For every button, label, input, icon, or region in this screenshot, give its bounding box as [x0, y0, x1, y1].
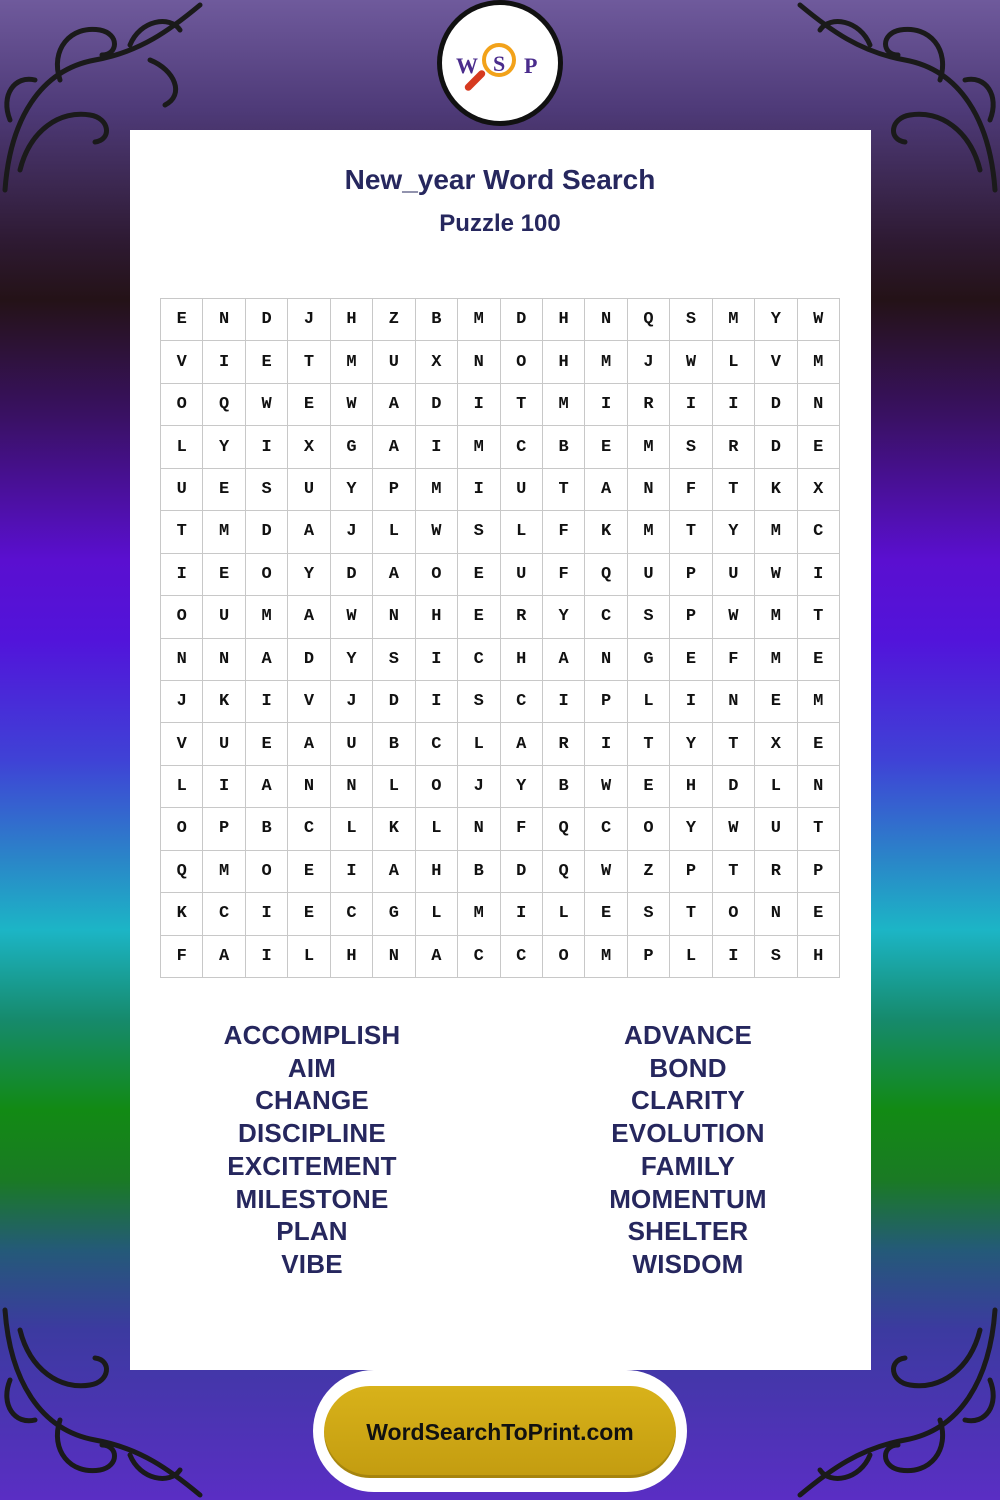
grid-cell[interactable]: N — [585, 299, 627, 341]
logo-letter: W — [456, 53, 478, 78]
grid-cell[interactable]: L — [288, 936, 330, 978]
grid-cell[interactable]: B — [416, 299, 458, 341]
grid-cell[interactable]: H — [331, 299, 373, 341]
grid-cell[interactable]: D — [501, 851, 543, 893]
word-list-item: FAMILY — [640, 1150, 736, 1181]
grid-cell[interactable]: M — [755, 639, 797, 681]
grid-cell[interactable]: I — [458, 469, 500, 511]
grid-cell[interactable]: U — [288, 469, 330, 511]
grid-cell[interactable]: E — [585, 893, 627, 935]
word-list-item: VIBE — [281, 1248, 343, 1279]
grid-cell[interactable]: H — [416, 596, 458, 638]
grid-cell[interactable]: E — [288, 851, 330, 893]
grid-cell[interactable]: N — [713, 681, 755, 723]
grid-cell[interactable]: E — [161, 299, 203, 341]
grid-cell[interactable]: S — [670, 426, 712, 468]
grid-cell[interactable]: M — [628, 426, 670, 468]
grid-cell[interactable]: M — [203, 511, 245, 553]
grid-cell[interactable]: E — [203, 554, 245, 596]
grid-cell[interactable]: O — [713, 893, 755, 935]
grid-cell[interactable]: D — [373, 681, 415, 723]
grid-cell[interactable]: I — [670, 681, 712, 723]
grid-cell[interactable]: N — [373, 936, 415, 978]
grid-cell[interactable]: E — [628, 766, 670, 808]
grid-cell[interactable]: O — [246, 851, 288, 893]
grid-cell[interactable]: M — [416, 469, 458, 511]
grid-cell[interactable]: S — [670, 299, 712, 341]
grid-cell[interactable]: E — [798, 723, 840, 765]
grid-cell[interactable]: I — [670, 384, 712, 426]
grid-cell[interactable]: Y — [501, 766, 543, 808]
grid-cell[interactable]: D — [288, 639, 330, 681]
grid-cell[interactable]: U — [373, 341, 415, 383]
grid-cell[interactable]: N — [585, 639, 627, 681]
grid-cell[interactable]: Q — [543, 851, 585, 893]
grid-cell[interactable]: N — [203, 299, 245, 341]
grid-cell[interactable]: Q — [161, 851, 203, 893]
grid-cell[interactable]: O — [161, 808, 203, 850]
grid-cell[interactable]: S — [458, 681, 500, 723]
grid-cell[interactable]: L — [161, 426, 203, 468]
grid-cell[interactable]: S — [628, 596, 670, 638]
word-list-item: PLAN — [276, 1216, 348, 1247]
grid-cell[interactable]: M — [713, 299, 755, 341]
grid-cell[interactable]: M — [543, 384, 585, 426]
grid-cell[interactable]: H — [331, 936, 373, 978]
grid-cell[interactable]: D — [713, 766, 755, 808]
grid-cell[interactable]: M — [203, 851, 245, 893]
grid-cell[interactable]: O — [246, 554, 288, 596]
puzzle-number: Puzzle 100 — [439, 210, 561, 237]
grid-cell[interactable]: L — [501, 511, 543, 553]
grid-cell[interactable]: I — [543, 681, 585, 723]
grid-cell[interactable]: S — [628, 893, 670, 935]
grid-cell[interactable]: K — [373, 808, 415, 850]
grid-cell[interactable]: C — [458, 936, 500, 978]
grid-cell[interactable]: D — [246, 511, 288, 553]
grid-cell[interactable]: L — [670, 936, 712, 978]
letter-grid — [160, 298, 840, 978]
grid-cell[interactable]: N — [373, 596, 415, 638]
grid-cell[interactable]: S — [458, 511, 500, 553]
grid-cell[interactable]: T — [670, 893, 712, 935]
logo-letter: S — [493, 51, 506, 76]
grid-cell[interactable]: P — [670, 851, 712, 893]
grid-cell[interactable]: V — [288, 681, 330, 723]
grid-cell[interactable]: K — [161, 893, 203, 935]
grid-cell[interactable]: M — [585, 936, 627, 978]
grid-cell[interactable]: E — [798, 893, 840, 935]
grid-cell[interactable]: T — [543, 469, 585, 511]
grid-cell[interactable]: T — [713, 851, 755, 893]
grid-cell[interactable]: Z — [628, 851, 670, 893]
grid-cell[interactable]: L — [331, 808, 373, 850]
grid-cell[interactable]: M — [585, 341, 627, 383]
grid-cell[interactable]: C — [501, 426, 543, 468]
word-list-item: EXCITEMENT — [227, 1150, 397, 1181]
grid-cell[interactable]: O — [501, 341, 543, 383]
grid-cell[interactable]: M — [331, 341, 373, 383]
grid-cell[interactable]: C — [585, 596, 627, 638]
grid-cell[interactable]: M — [755, 511, 797, 553]
grid-cell[interactable]: A — [203, 936, 245, 978]
grid-cell[interactable]: S — [246, 469, 288, 511]
grid-cell[interactable]: E — [458, 554, 500, 596]
grid-cell[interactable]: A — [373, 554, 415, 596]
grid-cell[interactable]: J — [458, 766, 500, 808]
grid-cell[interactable]: W — [331, 384, 373, 426]
grid-cell[interactable]: I — [798, 554, 840, 596]
grid-cell[interactable]: U — [501, 469, 543, 511]
grid-cell[interactable]: X — [288, 426, 330, 468]
grid-cell[interactable]: W — [416, 511, 458, 553]
grid-cell[interactable]: L — [373, 766, 415, 808]
grid-cell[interactable]: I — [203, 766, 245, 808]
grid-cell[interactable]: D — [755, 426, 797, 468]
grid-cell[interactable]: W — [755, 554, 797, 596]
grid-cell[interactable]: F — [543, 511, 585, 553]
grid-cell[interactable]: H — [543, 299, 585, 341]
grid-cell[interactable]: V — [755, 341, 797, 383]
grid-cell[interactable]: B — [543, 766, 585, 808]
grid-cell[interactable]: I — [585, 384, 627, 426]
grid-cell[interactable]: N — [288, 766, 330, 808]
puzzle-title: New_year Word Search — [344, 164, 656, 195]
grid-cell[interactable]: M — [755, 596, 797, 638]
grid-cell[interactable]: Q — [543, 808, 585, 850]
grid-cell[interactable]: F — [501, 808, 543, 850]
grid-cell[interactable]: M — [246, 596, 288, 638]
grid-cell[interactable]: M — [628, 511, 670, 553]
grid-cell[interactable]: L — [458, 723, 500, 765]
grid-cell[interactable]: A — [288, 596, 330, 638]
grid-cell[interactable]: G — [373, 893, 415, 935]
grid-cell[interactable]: X — [798, 469, 840, 511]
grid-cell[interactable]: M — [458, 299, 500, 341]
grid-cell[interactable]: S — [373, 639, 415, 681]
grid-cell[interactable]: Y — [331, 639, 373, 681]
grid-cell[interactable]: Y — [288, 554, 330, 596]
word-list-item: WISDOM — [632, 1248, 744, 1279]
grid-cell[interactable]: V — [161, 341, 203, 383]
grid-cell[interactable]: U — [331, 723, 373, 765]
grid-cell[interactable]: K — [755, 469, 797, 511]
grid-cell[interactable]: C — [501, 681, 543, 723]
grid-cell[interactable]: U — [203, 723, 245, 765]
grid-cell[interactable]: D — [501, 299, 543, 341]
grid-cell[interactable]: U — [161, 469, 203, 511]
grid-cell[interactable]: F — [543, 554, 585, 596]
grid-cell[interactable]: P — [670, 554, 712, 596]
grid-cell[interactable]: J — [331, 511, 373, 553]
grid-cell[interactable]: K — [203, 681, 245, 723]
grid-cell[interactable]: L — [755, 766, 797, 808]
word-list-item: ACCOMPLISH — [223, 1020, 401, 1050]
grid-cell[interactable]: A — [501, 723, 543, 765]
grid-cell[interactable]: R — [755, 851, 797, 893]
grid-cell[interactable]: I — [331, 851, 373, 893]
grid-cell[interactable]: H — [798, 936, 840, 978]
grid-cell[interactable]: X — [416, 341, 458, 383]
grid-cell[interactable]: N — [798, 766, 840, 808]
grid-cell[interactable]: Y — [203, 426, 245, 468]
grid-cell[interactable]: E — [755, 681, 797, 723]
word-list-item: MILESTONE — [235, 1183, 389, 1214]
grid-cell[interactable]: J — [628, 341, 670, 383]
grid-cell[interactable]: P — [798, 851, 840, 893]
grid-cell[interactable]: D — [246, 299, 288, 341]
grid-cell[interactable]: Y — [670, 808, 712, 850]
logo-badge — [442, 5, 558, 121]
grid-cell[interactable]: E — [798, 426, 840, 468]
word-list-item: DISCIPLINE — [238, 1118, 386, 1149]
grid-cell[interactable]: W — [331, 596, 373, 638]
grid-cell[interactable]: M — [798, 341, 840, 383]
grid-cell[interactable]: N — [161, 639, 203, 681]
grid-cell[interactable]: U — [501, 554, 543, 596]
grid-cell[interactable]: H — [543, 341, 585, 383]
grid-cell[interactable]: H — [416, 851, 458, 893]
grid-cell[interactable]: A — [288, 511, 330, 553]
grid-cell[interactable]: M — [798, 681, 840, 723]
grid-cell[interactable]: I — [203, 341, 245, 383]
grid-cell[interactable]: L — [628, 681, 670, 723]
grid-cell[interactable]: O — [161, 384, 203, 426]
grid-cell[interactable]: W — [585, 766, 627, 808]
word-list-item: CHANGE — [255, 1085, 369, 1116]
grid-cell[interactable]: C — [458, 639, 500, 681]
grid-cell[interactable]: T — [628, 723, 670, 765]
grid-cell[interactable]: C — [331, 893, 373, 935]
grid-cell[interactable]: W — [670, 341, 712, 383]
word-list-item: ADVANCE — [623, 1020, 753, 1050]
word-list-item: MOMENTUM — [609, 1183, 767, 1214]
grid-cell[interactable]: H — [501, 639, 543, 681]
grid-cell[interactable]: I — [246, 426, 288, 468]
grid-cell[interactable]: C — [416, 723, 458, 765]
grid-cell[interactable]: U — [203, 596, 245, 638]
grid-cell[interactable]: N — [458, 808, 500, 850]
grid-cell[interactable]: Q — [628, 299, 670, 341]
grid-cell[interactable]: C — [585, 808, 627, 850]
grid-cell[interactable]: U — [628, 554, 670, 596]
grid-cell[interactable]: B — [373, 723, 415, 765]
grid-cell[interactable]: W — [585, 851, 627, 893]
grid-cell[interactable]: Q — [585, 554, 627, 596]
grid-cell[interactable]: L — [416, 808, 458, 850]
grid-cell[interactable]: J — [331, 681, 373, 723]
grid-cell[interactable]: A — [373, 426, 415, 468]
grid-cell[interactable]: L — [161, 766, 203, 808]
grid-cell[interactable]: H — [670, 766, 712, 808]
word-list-left — [162, 1019, 462, 1281]
grid-cell[interactable]: A — [543, 639, 585, 681]
grid-cell[interactable]: E — [288, 893, 330, 935]
grid-cell[interactable]: N — [331, 766, 373, 808]
grid-cell[interactable]: N — [755, 893, 797, 935]
grid-cell[interactable]: U — [713, 554, 755, 596]
grid-cell[interactable]: I — [246, 681, 288, 723]
grid-cell[interactable]: A — [288, 723, 330, 765]
grid-cell[interactable]: O — [416, 554, 458, 596]
grid-cell[interactable]: P — [670, 596, 712, 638]
grid-cell[interactable]: P — [203, 808, 245, 850]
grid-cell[interactable]: D — [755, 384, 797, 426]
grid-cell[interactable]: E — [458, 596, 500, 638]
grid-cell[interactable]: F — [713, 639, 755, 681]
grid-cell[interactable]: C — [798, 511, 840, 553]
wsp-logo[interactable] — [437, 0, 563, 126]
grid-cell[interactable]: I — [713, 384, 755, 426]
grid-cell[interactable]: B — [246, 808, 288, 850]
grid-cell[interactable]: T — [713, 469, 755, 511]
grid-cell[interactable]: S — [755, 936, 797, 978]
grid-cell[interactable]: G — [628, 639, 670, 681]
grid-cell[interactable]: W — [246, 384, 288, 426]
grid-cell[interactable]: B — [458, 851, 500, 893]
grid-cell[interactable]: N — [203, 639, 245, 681]
grid-cell[interactable]: D — [331, 554, 373, 596]
grid-cell[interactable]: T — [713, 723, 755, 765]
grid-cell[interactable]: Y — [755, 299, 797, 341]
grid-cell[interactable]: Y — [713, 511, 755, 553]
grid-cell[interactable]: L — [713, 341, 755, 383]
grid-cell[interactable]: U — [755, 808, 797, 850]
word-list-item: EVOLUTION — [611, 1118, 765, 1149]
grid-cell[interactable]: O — [416, 766, 458, 808]
grid-cell[interactable]: R — [713, 426, 755, 468]
grid-cell[interactable]: R — [501, 596, 543, 638]
grid-cell[interactable]: W — [713, 596, 755, 638]
grid-cell[interactable]: A — [373, 851, 415, 893]
grid-cell[interactable]: O — [628, 808, 670, 850]
grid-cell[interactable]: C — [501, 936, 543, 978]
grid-cell[interactable]: W — [713, 808, 755, 850]
grid-cell[interactable]: E — [246, 341, 288, 383]
grid-cell[interactable]: P — [373, 469, 415, 511]
grid-cell[interactable]: T — [501, 384, 543, 426]
grid-cell[interactable]: N — [628, 469, 670, 511]
grid-cell[interactable]: V — [161, 723, 203, 765]
grid-cell[interactable]: P — [628, 936, 670, 978]
grid-cell[interactable]: A — [246, 639, 288, 681]
grid-cell[interactable]: O — [161, 596, 203, 638]
grid-cell[interactable]: T — [798, 808, 840, 850]
grid-cell[interactable]: E — [288, 384, 330, 426]
grid-cell[interactable]: I — [458, 384, 500, 426]
grid-cell[interactable]: E — [246, 723, 288, 765]
grid-cell[interactable]: I — [501, 893, 543, 935]
grid-cell[interactable]: T — [670, 511, 712, 553]
website-button[interactable]: WordSearchToPrint.com — [324, 1386, 676, 1478]
grid-cell[interactable]: R — [628, 384, 670, 426]
grid-cell[interactable]: L — [416, 893, 458, 935]
grid-cell[interactable]: J — [288, 299, 330, 341]
grid-cell[interactable]: C — [288, 808, 330, 850]
grid-cell[interactable]: I — [246, 893, 288, 935]
grid-cell[interactable]: E — [203, 469, 245, 511]
grid-cell[interactable]: J — [161, 681, 203, 723]
grid-cell[interactable]: Q — [203, 384, 245, 426]
logo-letter: P — [524, 53, 538, 78]
grid-cell[interactable]: I — [161, 554, 203, 596]
grid-cell[interactable]: M — [458, 426, 500, 468]
word-list-item: CLARITY — [630, 1085, 746, 1116]
grid-cell[interactable]: G — [331, 426, 373, 468]
grid-cell[interactable]: Y — [331, 469, 373, 511]
grid-cell[interactable]: E — [670, 639, 712, 681]
grid-cell[interactable]: A — [585, 469, 627, 511]
grid-cell[interactable]: I — [246, 936, 288, 978]
grid-cell[interactable]: Y — [543, 596, 585, 638]
grid-cell[interactable]: I — [416, 639, 458, 681]
grid-cell[interactable]: E — [585, 426, 627, 468]
grid-cell[interactable]: D — [416, 384, 458, 426]
grid-cell[interactable]: O — [543, 936, 585, 978]
grid-cell[interactable]: Y — [670, 723, 712, 765]
grid-cell[interactable]: E — [798, 639, 840, 681]
grid-cell[interactable]: T — [288, 341, 330, 383]
grid-cell[interactable]: A — [416, 936, 458, 978]
grid-cell[interactable]: P — [585, 681, 627, 723]
grid-cell[interactable]: N — [798, 384, 840, 426]
grid-cell[interactable]: I — [416, 681, 458, 723]
grid-cell[interactable]: F — [670, 469, 712, 511]
grid-cell[interactable]: B — [543, 426, 585, 468]
grid-cell[interactable]: Z — [373, 299, 415, 341]
grid-cell[interactable]: F — [161, 936, 203, 978]
grid-cell[interactable]: I — [585, 723, 627, 765]
grid-cell[interactable]: L — [373, 511, 415, 553]
grid-cell[interactable]: R — [543, 723, 585, 765]
grid-cell[interactable]: C — [203, 893, 245, 935]
grid-cell[interactable]: I — [713, 936, 755, 978]
grid-cell[interactable]: K — [585, 511, 627, 553]
word-list-right — [538, 1019, 838, 1281]
grid-cell[interactable]: A — [246, 766, 288, 808]
grid-cell[interactable]: W — [798, 299, 840, 341]
grid-cell[interactable]: A — [373, 384, 415, 426]
grid-cell[interactable]: T — [798, 596, 840, 638]
grid-cell[interactable]: N — [458, 341, 500, 383]
grid-cell[interactable]: X — [755, 723, 797, 765]
grid-cell[interactable]: L — [543, 893, 585, 935]
word-list-item: AIM — [287, 1052, 337, 1083]
grid-cell[interactable]: M — [458, 893, 500, 935]
grid-cell[interactable]: T — [161, 511, 203, 553]
word-list-item: SHELTER — [627, 1216, 749, 1247]
word-list-item: BOND — [649, 1052, 727, 1083]
grid-cell[interactable]: I — [416, 426, 458, 468]
